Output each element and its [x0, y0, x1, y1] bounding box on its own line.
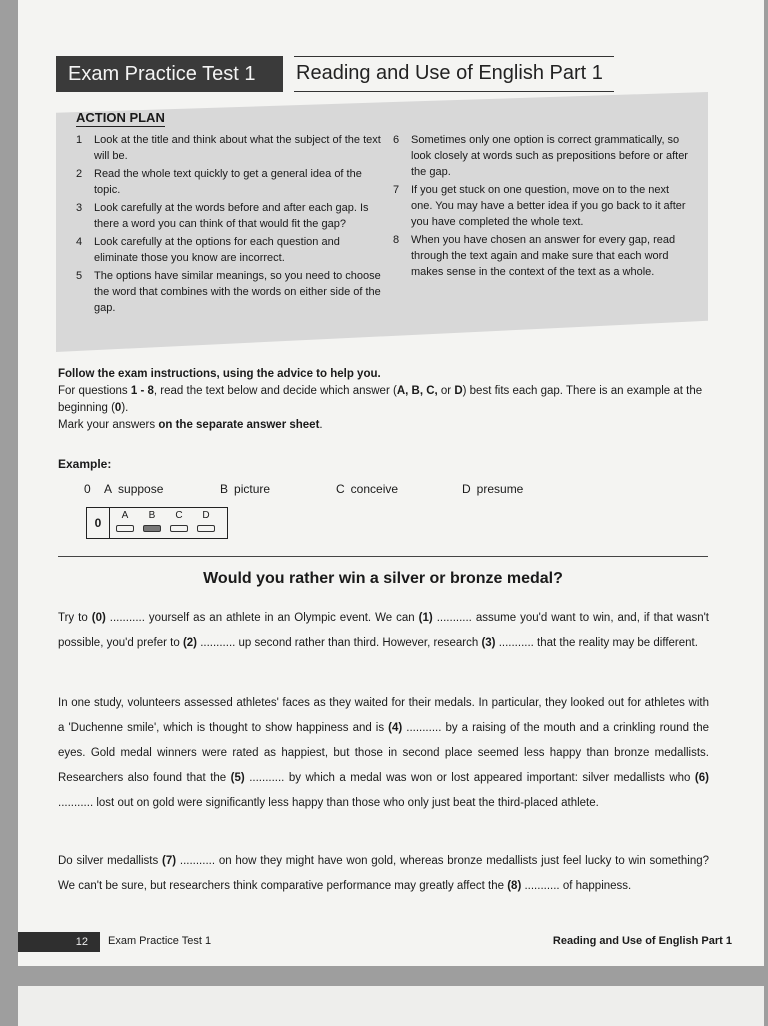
answer-col-b: B: [142, 510, 162, 532]
gap-number: (2): [182, 637, 197, 649]
example-option-d: D presume: [462, 482, 524, 496]
gap-number: (4): [388, 722, 403, 734]
step-text: Look at the title and think about what the subject of the text will be.: [94, 134, 381, 162]
gap-number: (7): [162, 855, 177, 867]
step-text: Sometimes only one option is correct grammatically, so look closely at words such as prepositions before or after the gap.: [411, 134, 688, 178]
example-number: 0: [84, 482, 91, 496]
action-plan-right-column: [393, 132, 693, 282]
footer-section-title: Reading and Use of English Part 1: [552, 935, 732, 947]
example-answer-sheet: [86, 507, 228, 539]
article-paragraph-2: In one study, volunteers assessed athletes' faces as they waited for their medals. In particular, they looked out for athletes with a 'Duchenne smile', which is thought to show happiness and is (4) ........... by a raising of the mouth and a crinkling round the eyes. Gold medal winners were rated as happiest, but those in second place seemed less happy than bronze medallists. Researchers also found that the (5) ........... by which a medal was won or lost appeared important: silver medallists who (6) ........... lost out on gold were significantly less happy than those who only just beat the third-placed athlete.: [58, 697, 710, 809]
gap-number: (6): [694, 772, 709, 784]
example-option-b: B picture: [220, 482, 271, 496]
section-divider: [58, 556, 708, 557]
step-text: Look carefully at the options for each question and eliminate those you know are incorrect.: [94, 236, 340, 264]
action-plan-step: [76, 132, 382, 164]
example-label: Example:: [58, 457, 112, 471]
footer-test-title: Exam Practice Test 1: [108, 935, 212, 947]
answer-sheet-number: 0: [87, 508, 110, 538]
gap-blank: ...........: [402, 722, 442, 734]
answer-col-d: D: [196, 510, 216, 532]
step-number: 8: [393, 234, 400, 246]
gap-blank: ...........: [105, 612, 145, 624]
step-number: 2: [76, 168, 83, 180]
action-plan-step: [76, 200, 382, 232]
step-number: 4: [76, 236, 83, 248]
answer-bubble-b: [143, 525, 161, 532]
gap-number: (5): [230, 772, 245, 784]
exam-instructions: [58, 366, 708, 434]
article-paragraph-1: Try to (0) ........... yourself as an athlete in an Olympic event. We can (1) ........... assume you'd want to win, and, if that wasn't possible, you'd prefer to (2) ........... up second rather than third. However, research (3) ........... that the reality may be different.: [58, 612, 710, 649]
action-plan-left-column: [76, 132, 382, 318]
step-number: 3: [76, 202, 83, 214]
step-number: 6: [393, 134, 400, 146]
step-number: 5: [76, 270, 83, 282]
action-plan-step: [76, 268, 382, 316]
gap-number: (8): [507, 880, 522, 892]
test-title: Exam Practice Test 1: [56, 56, 283, 92]
instructions-line-1: For questions 1 - 8, read the text below and decide which answer (A, B, C, or D) best fits each gap. There is an example at the beginning (0).: [58, 385, 703, 414]
answer-bubble-a: [116, 525, 134, 532]
gap-blank: ...........: [495, 637, 534, 649]
action-plan-step: [76, 234, 382, 266]
step-text: Read the whole text quickly to get a general idea of the topic.: [94, 168, 362, 196]
gap-blank: ...........: [244, 772, 285, 784]
gap-blank: ...........: [197, 637, 236, 649]
answer-col-a: A: [115, 510, 135, 532]
step-text: When you have chosen an answer for every gap, read through the text again and make sure that each word makes sense in the context of the text as a whole.: [411, 234, 676, 278]
example-option-a: A suppose: [104, 482, 164, 496]
instructions-lead: Follow the exam instructions, using the advice to help you.: [58, 368, 381, 380]
gap-number: (3): [481, 637, 496, 649]
answer-col-c: C: [169, 510, 189, 532]
action-plan-step: [76, 166, 382, 198]
step-text: Look carefully at the words before and after each gap. Is there a word you can think of that would fit the gap?: [94, 202, 369, 230]
step-number: 1: [76, 134, 83, 146]
answer-bubble-c: [170, 525, 188, 532]
gap-number: (1): [418, 612, 433, 624]
step-text: If you get stuck on one question, move on to the next one. You may have a better idea if you go back to it after you have completed the whole text.: [411, 184, 686, 228]
article-paragraph-3: Do silver medallists (7) ........... on how they might have won gold, whereas bronze medallists just feel lucky to win something? We can't be sure, but researchers think comparative performance may greatly affect the (8) ........... of happiness.: [58, 855, 710, 892]
gap-blank: ...........: [521, 880, 560, 892]
article-title: Would you rather win a silver or bronze medal?: [203, 570, 563, 587]
step-number: 7: [393, 184, 400, 196]
action-plan-step: [393, 232, 693, 280]
gap-blank: ...........: [176, 855, 216, 867]
section-title: Reading and Use of English Part 1: [294, 56, 614, 92]
action-plan-heading: ACTION PLAN: [76, 110, 165, 125]
action-plan-step: [393, 132, 693, 180]
gap-blank: ...........: [432, 612, 472, 624]
instructions-line-2: Mark your answers on the separate answer sheet.: [58, 419, 323, 431]
answer-bubble-d: [197, 525, 215, 532]
next-page-edge: [18, 986, 764, 1026]
gap-number: (0): [91, 612, 106, 624]
step-text: The options have similar meanings, so you need to choose the word that combines with the words on either side of the gap.: [94, 270, 381, 314]
gap-blank: ...........: [58, 797, 94, 809]
action-plan-step: [393, 182, 693, 230]
footer-page-number: 12: [18, 932, 100, 952]
example-option-c: C conceive: [336, 482, 399, 496]
